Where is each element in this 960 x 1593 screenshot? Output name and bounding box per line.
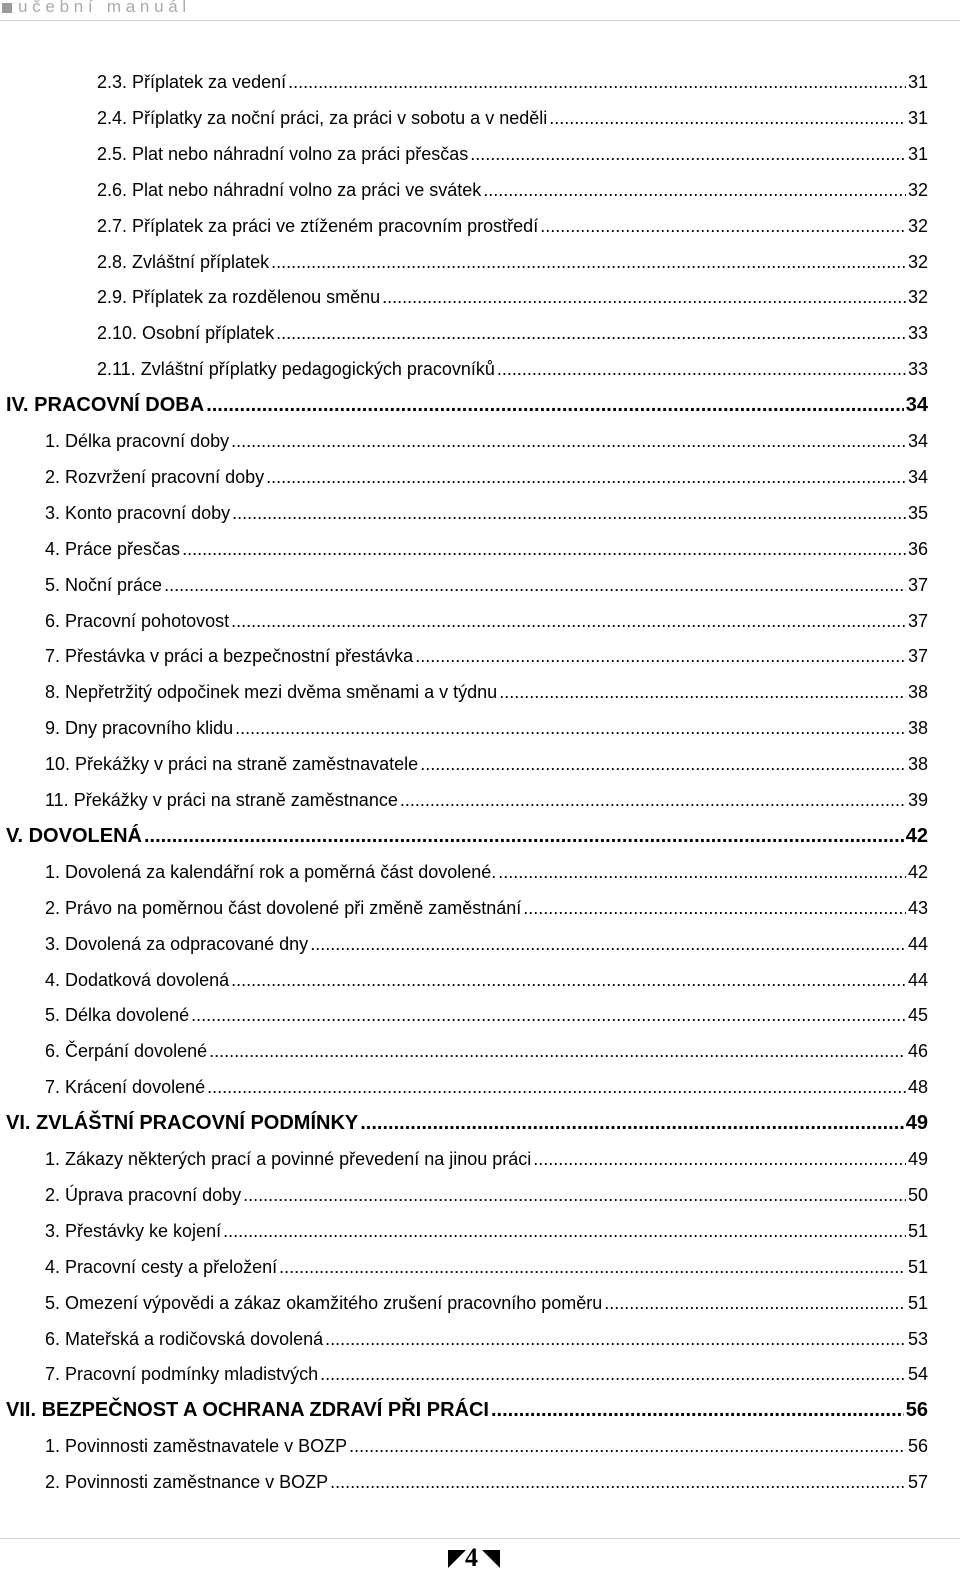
toc-entry[interactable] [45, 752, 928, 776]
page-number: 4 [465, 1543, 478, 1572]
toc-leader-dots [498, 860, 906, 884]
toc-leader-dots [209, 1039, 906, 1063]
toc-entry-title: 3. Dovolená za odpracované dny [45, 933, 309, 954]
toc-leader-dots [483, 178, 906, 202]
toc-entry-page: 37 [907, 574, 928, 595]
toc-leader-dots [499, 680, 906, 704]
toc-entry-page: 48 [907, 1077, 928, 1098]
toc-entry-title: 10. Překážky v práci na straně zaměstnavatele [45, 754, 419, 775]
toc-entry-title: VI. ZVLÁŠTNÍ PRACOVNÍ PODMÍNKY [6, 1112, 359, 1135]
toc-entry-title: 4. Dodatková dovolená [45, 969, 230, 990]
toc-entry-title: 7. Krácení dovolené [45, 1077, 206, 1098]
toc-entry-page: 32 [907, 215, 928, 236]
toc-entry[interactable] [45, 968, 928, 992]
toc-entry[interactable] [45, 896, 928, 920]
toc-entry-title: 4. Pracovní cesty a přeložení [45, 1256, 278, 1277]
toc-leader-dots [415, 644, 906, 668]
toc-leader-dots [235, 716, 906, 740]
toc-entry-title: 2.5. Plat nebo náhradní volno za práci přesčas [97, 143, 469, 164]
toc-entry-page: 57 [907, 1472, 928, 1493]
toc-entry-page: 54 [907, 1364, 928, 1385]
toc-entry-title: IV. PRACOVNÍ DOBA [6, 394, 205, 417]
toc-entry[interactable] [45, 644, 928, 668]
toc-entry-page: 50 [907, 1184, 928, 1205]
toc-entry-title: 2.9. Příplatek za rozdělenou směnu [97, 287, 381, 308]
toc-entry-page: 43 [907, 897, 928, 918]
toc-entry[interactable] [45, 1362, 928, 1386]
toc-entry[interactable] [97, 70, 928, 94]
toc-leader-dots [604, 1291, 906, 1315]
toc-entry-title: 2. Povinnosti zaměstnance v BOZP [45, 1472, 329, 1493]
toc-leader-dots [279, 1255, 906, 1279]
toc-entry-page: 35 [907, 502, 928, 523]
toc-leader-dots [470, 142, 906, 166]
toc-entry-page: 33 [907, 323, 928, 344]
toc-leader-dots [420, 752, 906, 776]
toc-leader-dots [266, 465, 906, 489]
toc-entry-page: 56 [907, 1436, 928, 1457]
page-header [0, 0, 960, 22]
toc-entry-page: 42 [905, 824, 928, 847]
toc-leader-dots [243, 1183, 906, 1207]
toc-entry[interactable] [45, 1003, 928, 1027]
toc-entry-title: 1. Zákazy některých prací a povinné převedení na jinou práci [45, 1149, 532, 1169]
toc-leader-dots [206, 393, 904, 417]
toc-entry[interactable] [97, 178, 928, 202]
toc-entry[interactable] [45, 860, 928, 884]
toc-entry-page: 37 [907, 610, 928, 631]
toc-entry-title: 2.10. Osobní příplatek [97, 323, 275, 344]
toc-entry-page: 34 [907, 466, 928, 487]
toc-leader-dots [523, 896, 906, 920]
triangle-left-icon [448, 1550, 466, 1568]
toc-chapter-entry[interactable] [6, 824, 928, 848]
toc-leader-dots [540, 214, 906, 238]
toc-entry-page: 31 [907, 107, 928, 128]
toc-entry[interactable] [45, 1039, 928, 1063]
toc-entry[interactable] [45, 932, 928, 956]
toc-leader-dots [276, 321, 906, 345]
toc-chapter-entry[interactable] [6, 393, 928, 417]
toc-entry[interactable] [45, 1075, 928, 1099]
toc-entry-title: 2.4. Příplatky za noční práci, za práci v sobotu a v neděli [97, 107, 548, 128]
toc-entry-title: 2.6. Plat nebo náhradní volno za práci ve svátek [97, 179, 482, 200]
toc-entry-title: 5. Omezení výpovědi a zákaz okamžitého zrušení pracovního poměru [45, 1292, 603, 1313]
toc-entry[interactable] [45, 429, 928, 453]
toc-entry[interactable] [45, 609, 928, 633]
toc-entry[interactable] [45, 573, 928, 597]
footer-divider [0, 1538, 960, 1539]
toc-entry-page: 44 [907, 933, 928, 954]
toc-entry-title: 6. Mateřská a rodičovská dovolená [45, 1328, 324, 1349]
toc-entry-title: 2.11. Zvláštní příplatky pedagogických pracovníků [97, 359, 495, 380]
toc-entry[interactable] [45, 1147, 928, 1171]
toc-leader-dots [349, 1434, 906, 1458]
toc-leader-dots [271, 250, 906, 274]
toc-entry-title: 2. Rozvržení pracovní doby [45, 466, 265, 487]
toc-leader-dots [497, 357, 906, 381]
toc-leader-dots [320, 1362, 906, 1386]
toc-leader-dots [330, 1470, 906, 1494]
toc-entry-page: 53 [907, 1328, 928, 1349]
square-bullet-icon [2, 3, 12, 13]
toc-entry-page: 31 [907, 143, 928, 164]
toc-entry-title: 11. Překážky v práci na straně zaměstnance [45, 790, 398, 810]
toc-entry-page: 32 [907, 287, 928, 308]
toc-entry-title: 5. Noční práce [45, 574, 163, 595]
toc-entry-title: 3. Přestávky ke kojení [45, 1220, 222, 1241]
toc-entry-title: 2. Právo na poměrnou část dovolené při změně zaměstnání [45, 897, 522, 918]
toc-leader-dots [533, 1147, 906, 1171]
toc-leader-dots [360, 1111, 904, 1135]
toc-entry-page: 32 [907, 251, 928, 272]
toc-leader-dots [400, 788, 906, 812]
toc-leader-dots [549, 106, 906, 130]
toc-entry[interactable] [97, 357, 928, 381]
toc-entry-title: 2. Úprava pracovní doby [45, 1184, 242, 1205]
toc-entry-page: 33 [907, 359, 928, 380]
toc-entry-title: 2.3. Příplatek za vedení [97, 72, 287, 92]
toc-entry-title: 9. Dny pracovního klidu [45, 718, 234, 739]
toc-entry-title: 4. Práce přesčas [45, 538, 181, 559]
toc-entry-title: 5. Délka dovolené [45, 1005, 190, 1026]
header-title: u č e b n í m a n u á l [18, 0, 187, 16]
toc-entry-title: 1. Dovolená za kalendářní rok a poměrná část dovolené. [45, 861, 497, 882]
toc-entry-page: 51 [907, 1220, 928, 1241]
toc-entry-title: 1. Povinnosti zaměstnavatele v BOZP [45, 1436, 348, 1457]
header-divider [0, 20, 960, 21]
toc-leader-dots [223, 1219, 906, 1243]
toc-entry[interactable] [45, 1434, 928, 1458]
toc-entry[interactable] [97, 250, 928, 274]
toc-entry[interactable] [45, 465, 928, 489]
toc-leader-dots [382, 285, 906, 309]
toc-leader-dots [164, 573, 906, 597]
toc-entry-page: 45 [907, 1005, 928, 1026]
toc-entry-page: 37 [907, 646, 928, 667]
toc-leader-dots [182, 537, 906, 561]
toc-entry-title: 1. Délka pracovní doby [45, 431, 230, 451]
toc-entry-page: 34 [905, 394, 928, 417]
toc-entry-title: 7. Pracovní podmínky mladistvých [45, 1364, 319, 1385]
toc-entry-page: 49 [905, 1112, 928, 1135]
toc-entry-page: 51 [907, 1256, 928, 1277]
toc-leader-dots [207, 1075, 906, 1099]
toc-entry-page: 31 [907, 72, 928, 92]
toc-entry-title: 6. Pracovní pohotovost [45, 610, 230, 631]
toc-entry[interactable] [97, 321, 928, 345]
toc-entry-page: 36 [907, 538, 928, 559]
toc-entry[interactable] [45, 788, 928, 812]
toc-entry[interactable] [45, 1255, 928, 1279]
toc-entry-page: 42 [907, 861, 928, 882]
toc-leader-dots [231, 968, 906, 992]
toc-entry-title: 7. Přestávka v práci a bezpečnostní přestávka [45, 646, 414, 667]
toc-entry-title: VII. BEZPEČNOST A OCHRANA ZDRAVÍ PŘI PRÁCI [6, 1399, 489, 1422]
toc-entry-page: 38 [907, 754, 928, 775]
toc-entry-title: 2.8. Zvláštní příplatek [97, 251, 270, 272]
toc-entry-title: 8. Nepřetržitý odpočinek mezi dvěma směnami a v týdnu [45, 682, 498, 703]
toc-leader-dots [144, 824, 904, 848]
toc-leader-dots [491, 1398, 904, 1422]
toc-leader-dots [310, 932, 906, 956]
toc-entry[interactable] [45, 1327, 928, 1351]
toc-entry-page: 34 [907, 431, 928, 451]
toc-entry-page: 44 [907, 969, 928, 990]
toc-entry-title: 2.7. Příplatek za práci ve ztíženém pracovním prostředí [97, 215, 539, 236]
toc-entry[interactable] [45, 716, 928, 740]
toc-entry[interactable] [45, 1470, 928, 1494]
toc-entry[interactable] [45, 1183, 928, 1207]
toc-entry-title: 6. Čerpání dovolené [45, 1041, 208, 1062]
toc-leader-dots [231, 429, 906, 453]
toc-entry-page: 49 [907, 1149, 928, 1169]
page-footer [0, 1538, 960, 1593]
toc-chapter-entry[interactable] [6, 1111, 928, 1135]
toc-entry[interactable] [97, 285, 928, 309]
toc-entry[interactable] [45, 501, 928, 525]
toc-entry[interactable] [45, 1219, 928, 1243]
toc-entry-title: V. DOVOLENÁ [6, 824, 142, 847]
toc-entry[interactable] [97, 142, 928, 166]
toc-entry[interactable] [45, 1291, 928, 1315]
toc-entry-page: 56 [905, 1399, 928, 1422]
toc-entry-page: 39 [907, 790, 928, 810]
toc-entry-page: 32 [907, 179, 928, 200]
toc-leader-dots [191, 1003, 906, 1027]
toc-entry[interactable] [97, 106, 928, 130]
toc-entry-page: 38 [907, 718, 928, 739]
toc-leader-dots [325, 1327, 906, 1351]
triangle-right-icon [482, 1550, 500, 1568]
toc-entry[interactable] [45, 680, 928, 704]
toc-entry[interactable] [97, 214, 928, 238]
toc-entry-title: 3. Konto pracovní doby [45, 502, 231, 523]
toc-entry-page: 38 [907, 682, 928, 703]
toc-leader-dots [231, 609, 906, 633]
toc-entry-page: 46 [907, 1041, 928, 1062]
toc-entry-page: 51 [907, 1292, 928, 1313]
toc-leader-dots [288, 70, 906, 94]
toc-entry[interactable] [45, 537, 928, 561]
toc-chapter-entry[interactable] [6, 1398, 928, 1422]
toc-leader-dots [232, 501, 906, 525]
